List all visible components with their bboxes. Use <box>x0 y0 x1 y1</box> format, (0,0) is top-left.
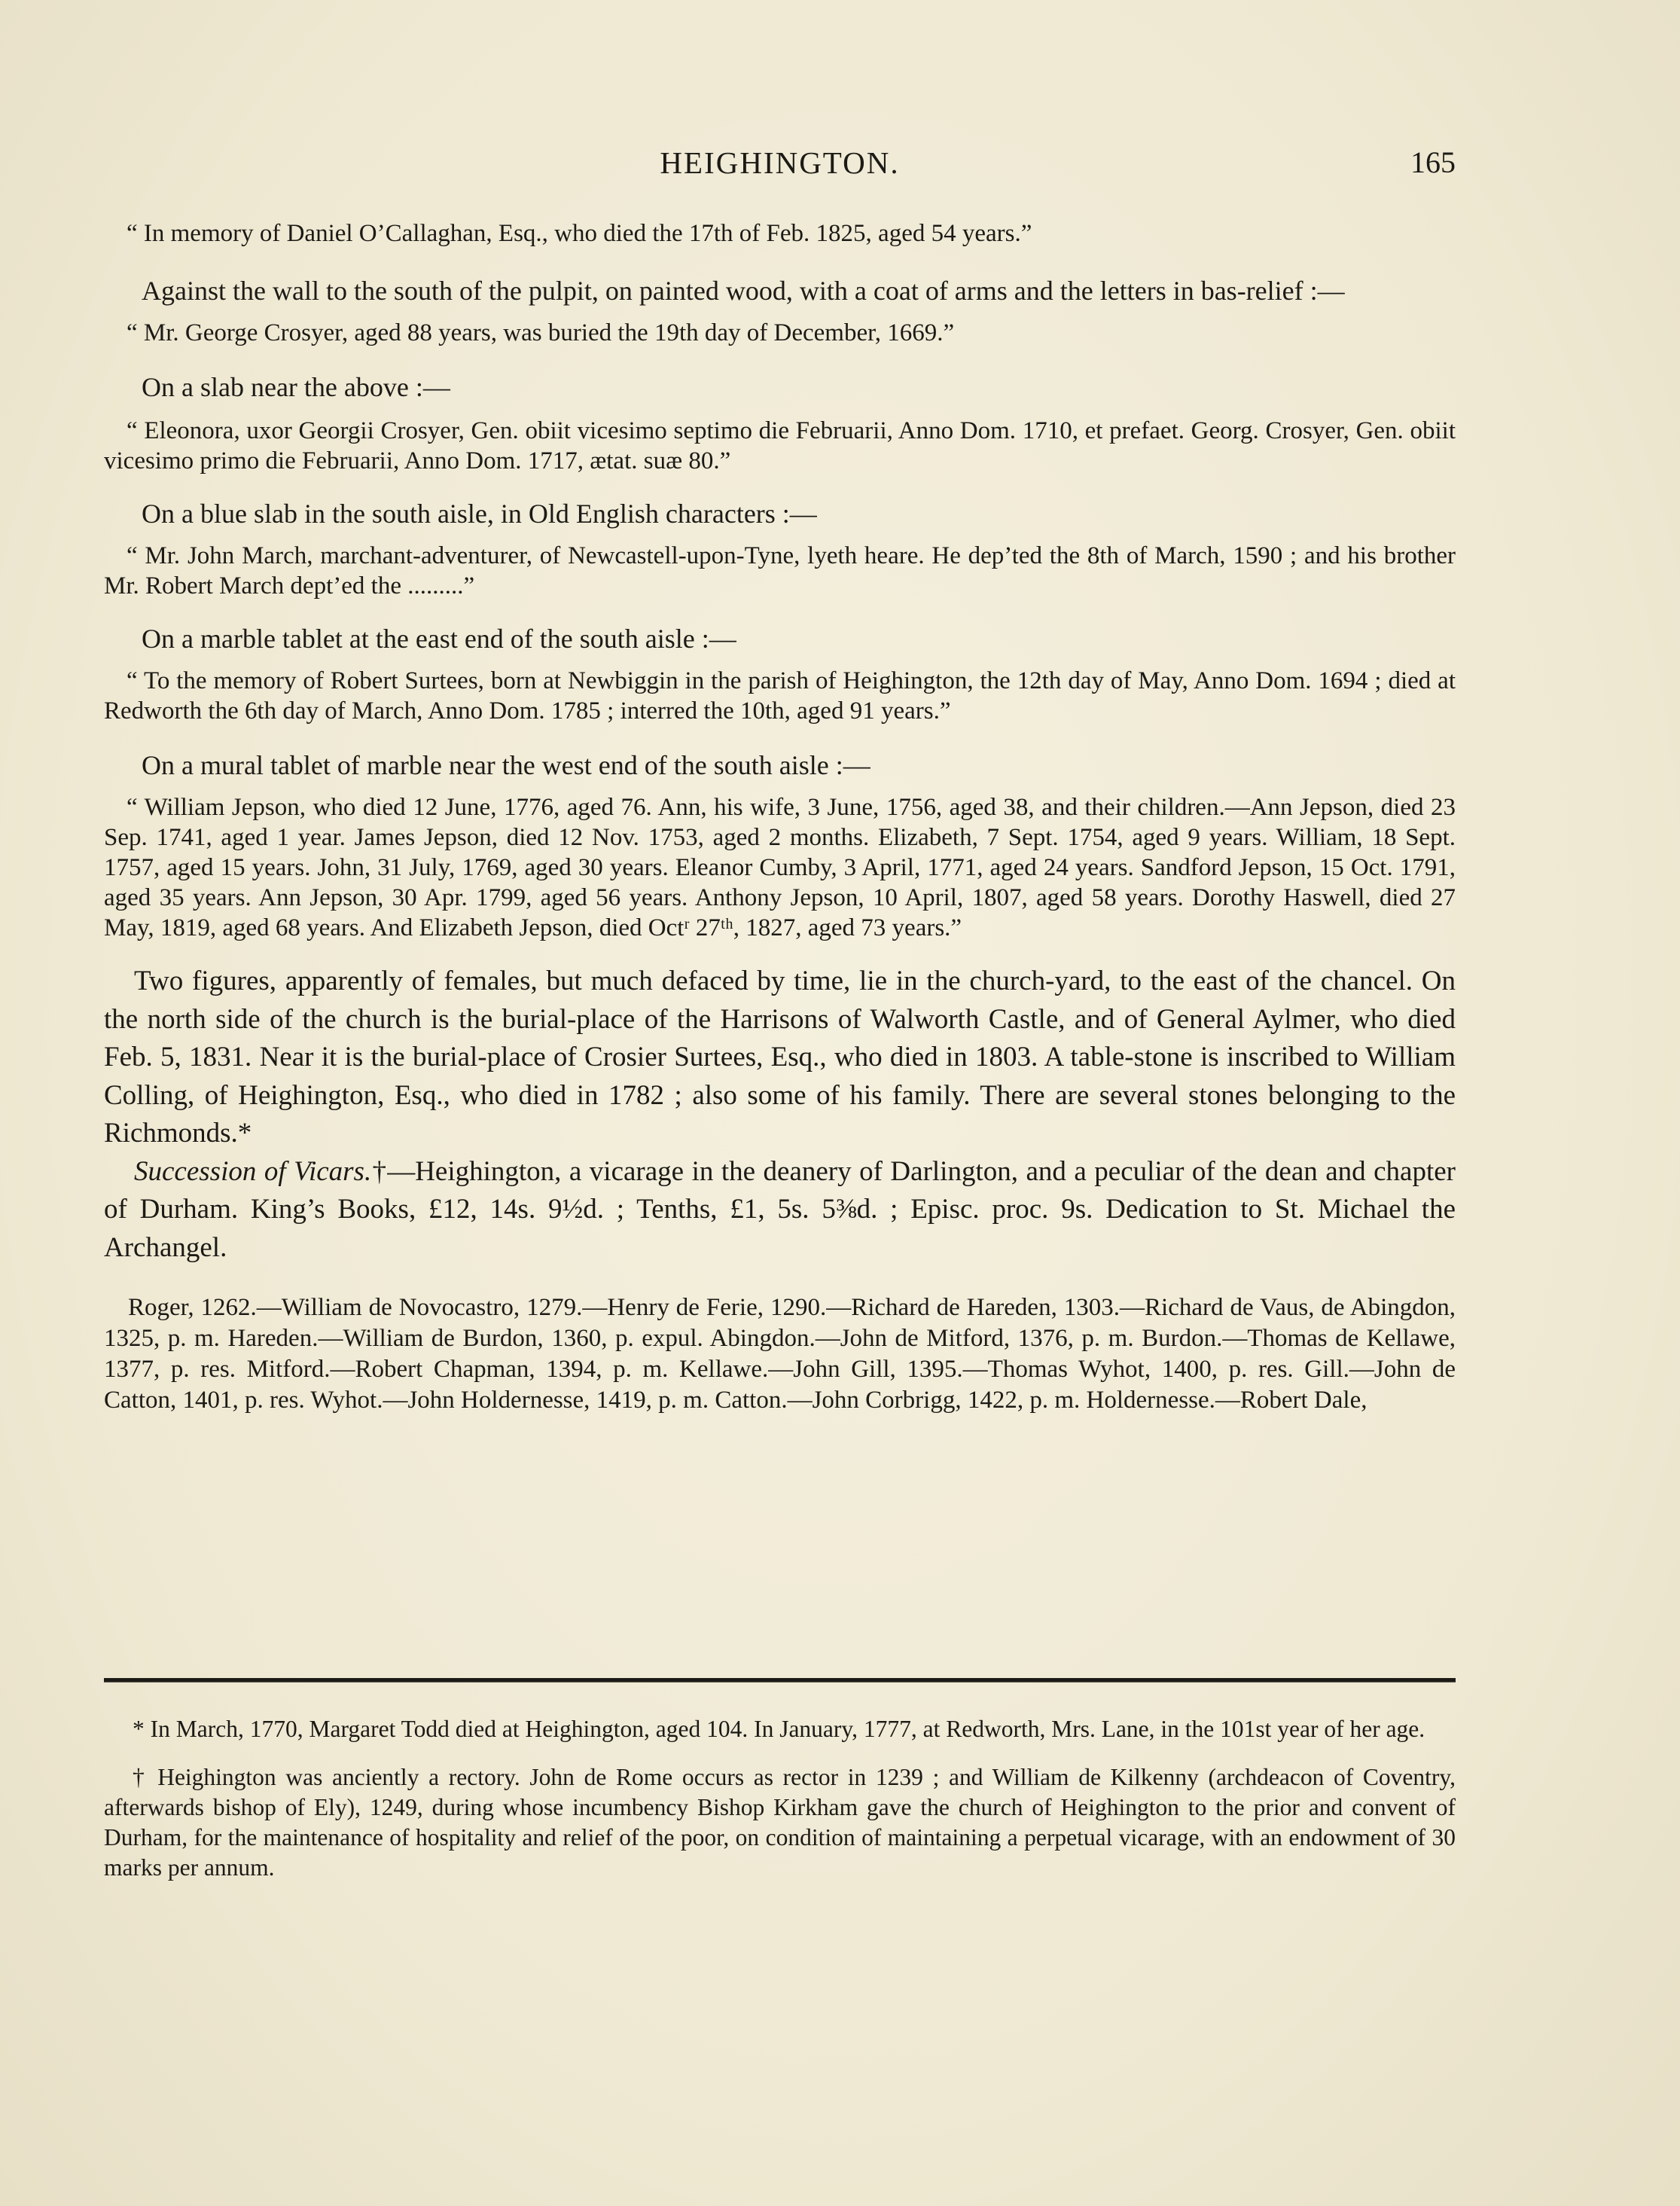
vicarage-text: —Heighington, a vicarage in the deanery of Darlington, and a peculiar of the dean and chapter of Durham. King’s Books, £12, 14s. 9½d. ; Tenths, £1, 5s. 5⅜d. ; Episc. proc. 9s. Dedication to St. Michael the Archangel. <box>104 1155 1456 1263</box>
inscription-ocallaghan: “ In memory of Daniel O’Callaghan, Esq., who died the 17th of Feb. 1825, aged 54 years.” <box>127 220 1032 247</box>
churchyard-paragraph: Two figures, apparently of females, but much defaced by time, lie in the church-yard, to the east of the chancel. On the north side of the church is the burial-place of the Harrisons of Walworth Castle, and of General Aylmer, who died Feb. 5, 1831. Near it is the burial-place of Crosier Surtees, Esq., who died in 1803. A table-stone is inscribed to William Colling, of Heighington, Esq., who died in 1782 ; also some of his family. There are several stones belonging to the Richmonds.* <box>104 966 1456 1149</box>
intro-mural-tablet-west: On a mural tablet of marble near the west end of the south aisle :— <box>142 750 870 780</box>
intro-slab-near-above: On a slab near the above :— <box>142 372 450 402</box>
page-body <box>104 218 1456 1416</box>
inscription-eleonora-crosyer: “ Eleonora, uxor Georgii Crosyer, Gen. obiit vicesimo septimo die Februarii, Anno Dom. 1710, et prefaet. Georg. Crosyer, Gen. obiit vicesimo primo die Februarii, Anno Dom. 1717, ætat. suæ 80.” <box>104 417 1456 474</box>
footnotes <box>104 1714 1456 1883</box>
vicarage-paragraph <box>104 1153 1456 1268</box>
footnote-rule <box>104 1678 1456 1683</box>
inscription-john-march: “ Mr. John March, marchant-adventurer, of Newcastell-upon-Tyne, lyeth heare. He dep’ted the 8th of March, 1590 ; and his brother Mr. Robert March dept’ed the .........” <box>104 542 1456 600</box>
page-number: 165 <box>1410 145 1456 179</box>
intro-marble-tablet-east: On a marble tablet at the east end of the south aisle :— <box>142 624 736 654</box>
footnote-dagger: † Heighington was anciently a rectory. John de Rome occurs as rector in 1239 ; and William de Kilkenny (archdeacon of Coventry, afterwards bishop of Ely), 1249, during whose incumbency Bishop Kirkham gave the church of Heighington to the prior and convent of Durham, for the maintenance of hospitality and relief of the poor, on condition of maintaining a perpetual vicarage, with an endowment of 30 marks per annum. <box>104 1764 1456 1881</box>
succession-heading: Succession of Vicars. <box>134 1155 372 1187</box>
running-title: HEIGHINGTON. <box>660 145 900 180</box>
inscription-robert-surtees: “ To the memory of Robert Surtees, born at Newbiggin in the parish of Heighington, the 12th day of May, Anno Dom. 1694 ; died at Redworth the 6th day of March, Anno Dom. 1785 ; interred the 10th, aged 91 years.” <box>104 667 1456 725</box>
page-header <box>104 145 1456 190</box>
footnote-star: * In March, 1770, Margaret Todd died at Heighington, aged 104. In January, 1777, at Redworth, Mrs. Lane, in the 101st year of her age. <box>133 1716 1425 1742</box>
inscription-george-crosyer: “ Mr. George Crosyer, aged 88 years, was buried the 19th day of December, 1669.” <box>127 319 955 346</box>
inscription-jepson-family: “ William Jepson, who died 12 June, 1776, aged 76. Ann, his wife, 3 June, 1756, aged 38, and their children.—Ann Jepson, died 23 Sep. 1741, aged 1 year. James Jepson, died 12 Nov. 1753, aged 2 months. Elizabeth, 7 Sept. 1754, aged 9 years. William, 18 Sept. 1757, aged 15 years. John, 31 July, 1769, aged 30 years. Eleanor Cumby, 3 April, 1771, aged 24 years. Sandford Jepson, 15 Oct. 1791, aged 35 years. Ann Jepson, 30 Apr. 1799, aged 56 years. Anthony Jepson, 10 April, 1807, aged 58 years. Dorothy Haswell, died 27 May, 1819, aged 68 years. And Elizabeth Jepson, died Octʳ 27ᵗʰ, 1827, aged 73 years.” <box>104 794 1456 941</box>
intro-pulpit-wall: Against the wall to the south of the pulpit, on painted wood, with a coat of arms and the letters in bas-relief :— <box>142 276 1345 306</box>
intro-blue-slab: On a blue slab in the south aisle, in Old English characters :— <box>142 499 817 529</box>
dagger-footnote-mark: † <box>371 1155 388 1187</box>
vicars-list: Roger, 1262.—William de Novocastro, 1279.—Henry de Ferie, 1290.—Richard de Hareden, 1303.—Richard de Vaus, de Abingdon, 1325, p. m. Hareden.—William de Burdon, 1360, p. expul. Abingdon.—John de Mitford, 1376, p. m. Burdon.—Thomas de Kellawe, 1377, p. res. Mitford.—Robert Chapman, 1394, p. m. Kellawe.—John Gill, 1395.—Thomas Wyhot, 1400, p. res. Gill.—John de Catton, 1401, p. res. Wyhot.—John Holdernesse, 1419, p. m. Catton.—John Corbrigg, 1422, p. m. Holdernesse.—Robert Dale, <box>104 1294 1456 1414</box>
